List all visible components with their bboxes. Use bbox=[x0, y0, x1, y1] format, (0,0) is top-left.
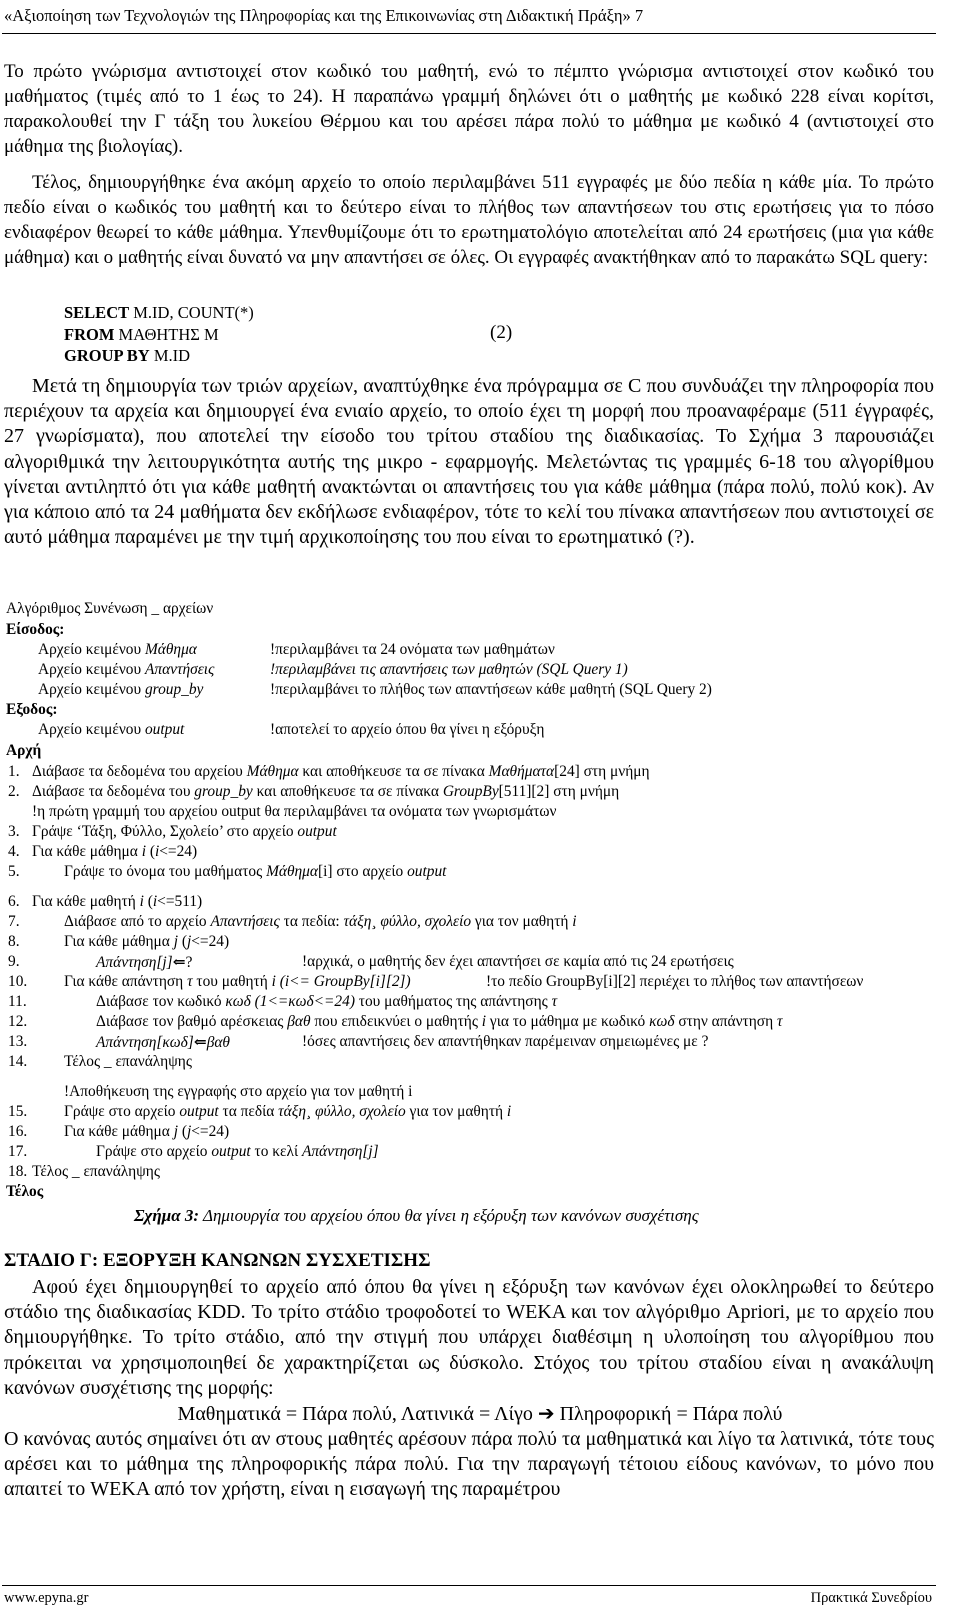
figure-caption bbox=[134, 1206, 699, 1226]
sql-keyword: FROM bbox=[64, 324, 115, 344]
output-label: Εξοδος: bbox=[6, 701, 58, 718]
sql-query-2 bbox=[64, 302, 254, 367]
figure-label: Σχήμα 3: bbox=[134, 1206, 200, 1225]
sql-text: M.ID, COUNT(*) bbox=[129, 303, 254, 322]
header-rule bbox=[2, 33, 936, 34]
body-paragraph-3: Μετά τη δημιουργία των τριών αρχείων, αναπτύχθηκε ένα πρόγραμμα σε C που συνδυάζει την πληροφορία που περιέχουν τα αρχεία και δημιουργεί ένα ενιαίο αρχείο, το οποίο έχει τη μορφή που προαναφέραμε (511 έγγραφές, 27 γνωρίσματα), που αποτελεί την είσοδο του τρίτου σταδίου της διαδικασίας. Το Σχήμα 3 παρουσιάζει αλγοριθμικά την λειτουργικότητα αυτής της μικρο - εφαρμογής. Μελετώντας τις γραμμές 6-18 του αλγορίθμου γίνεται αντιληπτό ότι για κάθε μαθητή ανακτώνται οι απαντήσεις του για κάθε μάθημα (πάρα πολύ, πολύ κοκ). Αν για κάποιο από τα 24 μαθήματα δεν εκδήλωσε ενδιαφέρον, τότε το κελί του πίνακα απαντήσεων που αντιστοιχεί σε αυτό μάθημα παραμένει με την τιμή αρχικοποίησης του που είναι το ερωτηματικό (?). bbox=[4, 375, 934, 549]
algorithm-title: Αλγόριθμος Συνένωση _ αρχείων bbox=[6, 600, 214, 617]
intro-paragraph-2: Τέλος, δημιουργήθηκε ένα ακόμη αρχείο το οποίο περιλαμβάνει 511 εγγραφές με δύο πεδία η κάθε μία. Το πρώτο πεδίο είναι ο κωδικός του μαθητή και το δεύτερο είναι το πλήθος των απαντήσεων του στις ερωτήσεις για το πόσο ενδιαφέρον θεωρεί το κάθε μάθημα. Υπενθυμίζουμε ότι το ερωτηματολόγιο αποτελείται από 24 ερωτήσεις (μια για κάθε μάθημα) και ο μαθητής είναι δυνατό να μην απαντήσει σε όλες. Οι εγγραφές ανακτήθηκαν από το παρακάτω SQL query: bbox=[4, 172, 934, 268]
running-header: «Αξιοποίηση των Τεχνολογιών της Πληροφορίας και της Επικοινωνίας στη Διδακτική Πράξη» 7 bbox=[4, 6, 644, 25]
intro-paragraph-1: Το πρώτο γνώρισμα αντιστοιχεί στον κωδικό του μαθητή, ενώ το πέμπτο γνώρισμα αντιστοιχεί στον κωδικό του μαθήματος (τιμές από το 1 έως το 24). Η παραπάνω γραμμή δηλώνει ότι ο μαθητής με κωδικό 228 είναι κορίτσι, παρακολουθεί την Γ τάξη του λυκείου Θέρμου και του αρέσει πάρα πολύ το μάθημα με κωδικό 4 (αντιστοιχεί στο μάθημα της βιολογίας). bbox=[4, 61, 934, 157]
caption-text: Δημιουργία του αρχείου όπου θα γίνει η εξόρυξη των κανόνων συσχέτισης bbox=[199, 1206, 699, 1225]
sql-keyword: SELECT bbox=[64, 303, 130, 322]
stage-c-paragraph-2: Ο κανόνας αυτός σημαίνει ότι αν στους μαθητές αρέσουν πάρα πολύ τα μαθηματικά και λίγο τα λατινικά, τότε τους αρέσει και το μάθημα της πληροφορικής πάρα πολύ. Για την παραγωγή τέτοιου είδους κανόνων, το μόνο που απαιτεί το WEKA από τον χρήστη, είναι η εισαγωγή της παραμέτρου bbox=[4, 1428, 934, 1501]
assign-arrow-icon: ⇐ bbox=[193, 1034, 207, 1051]
algorithm-end: Τέλος bbox=[6, 1183, 44, 1200]
association-rule-formula: Μαθηματικά = Πάρα πολύ, Λατινικά = Λίγο ➔ Πληροφορική = Πάρα πολύ bbox=[177, 1403, 783, 1425]
algorithm-begin: Αρχή bbox=[6, 742, 42, 759]
sql-keyword: GROUP BY bbox=[64, 346, 150, 365]
implies-arrow-icon: ➔ bbox=[537, 1403, 555, 1425]
sql-text: ΜΑΘΗΤΗΣ Μ bbox=[114, 324, 219, 344]
sql-text: M.ID bbox=[149, 346, 191, 365]
footer-rule bbox=[2, 1585, 936, 1586]
equation-number: (2) bbox=[490, 322, 513, 343]
input-label: Είσοδος: bbox=[6, 621, 65, 638]
footer-website: www.epyna.gr bbox=[4, 1590, 89, 1606]
section-heading: ΣΤΑΔΙΟ Γ: ΕΞΟΡΥΞΗ ΚΑΝΩΝΩΝ ΣΥΣΧΕΤΙΣΗΣ bbox=[4, 1250, 431, 1271]
assign-arrow-icon: ⇐ bbox=[172, 954, 186, 971]
footer-proceedings: Πρακτικά Συνεδρίου bbox=[810, 1590, 932, 1606]
stage-c-paragraph-1: Αφού έχει δημιουργηθεί το αρχείο από όπου θα γίνει η εξόρυξη των κανόνων έχει ολοκληρωθεί το δεύτερο στάδιο της διαδικασίας KDD. Το τρίτο στάδιο τροφοδοτεί το WEKA και τον αλγόριθμο Apriori, με το αρχείο που δημιουργήθηκε. Το τρίτο στάδιο, από την στιγμή που υπάρχει διαθέσιμη η υλοποίηση του αλγορίθμου που πρόκειται να χρησιμοποιηθεί δε χαρακτηρίζεται ως δύσκολο. Στόχος του τρίτου σταδίου είναι η ανακάλυψη κανόνων συσχέτισης της μορφής: bbox=[4, 1276, 934, 1399]
